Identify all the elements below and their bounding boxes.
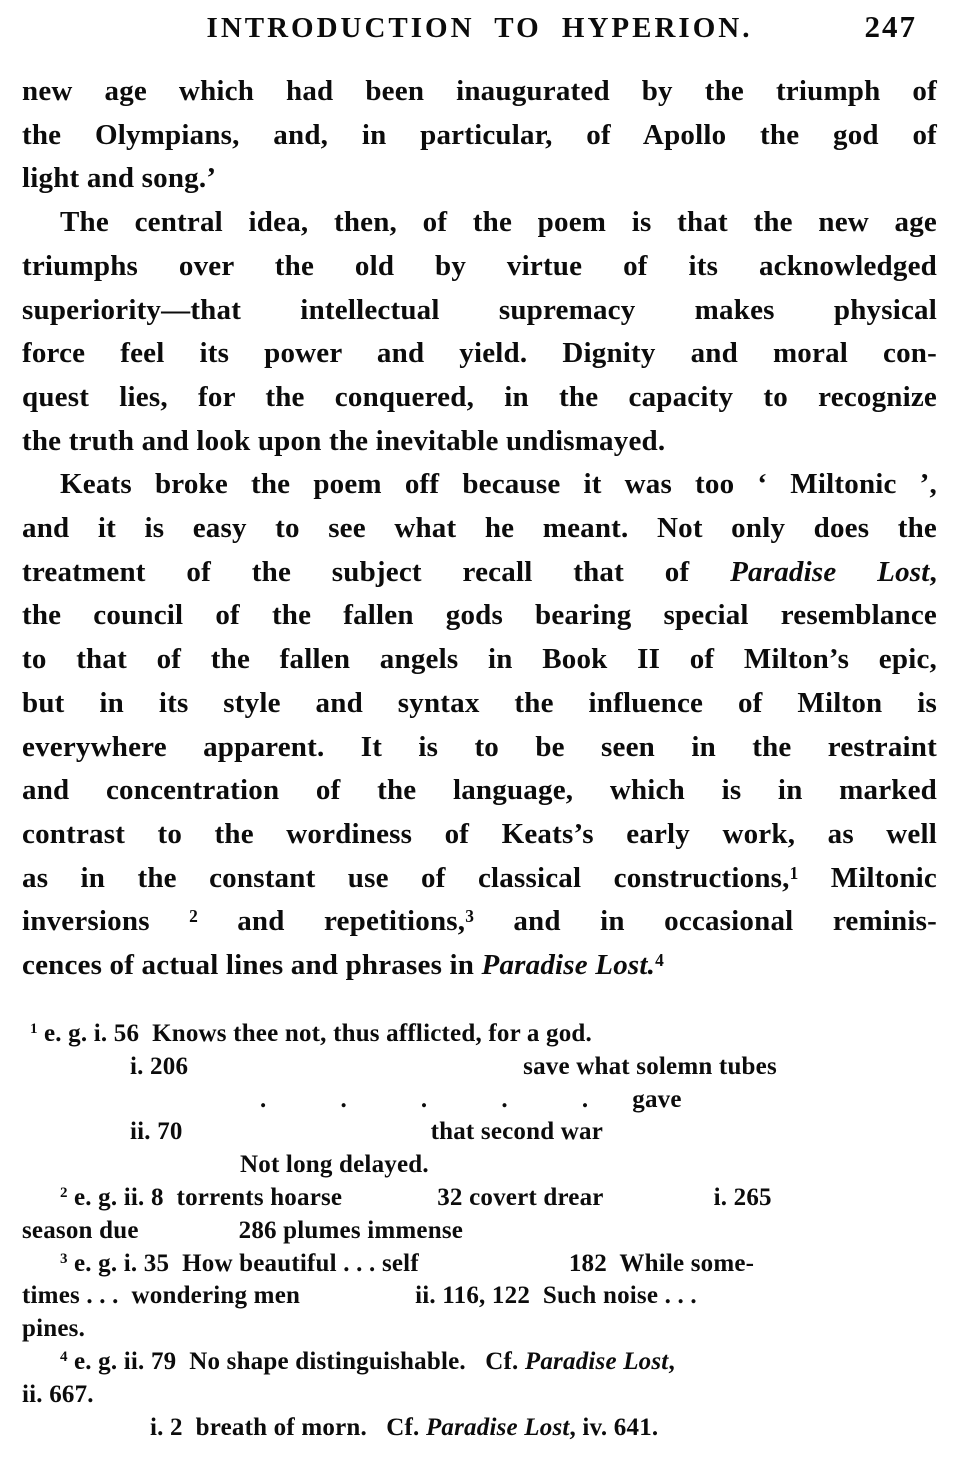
text-line: times . . . wondering men ii. 116, 122 Such noise . . . (22, 1282, 697, 1310)
text-line: $^1$ e. g. i. 56 Knows thee not, thus afflicted, for a god. (30, 1020, 592, 1047)
text-line: $^2$ e. g. ii. 8 torrents hoarse 32 covert drear i. 265 (60, 1183, 772, 1211)
footnote-marker: 3 (60, 1250, 68, 1267)
text-line: $^3$ e. g. i. 35 How beautiful . . . self 182 While some- (60, 1249, 755, 1277)
text-line: treatment of the subject recall that of Paradise Lost, (22, 555, 937, 588)
spacer (300, 1302, 415, 1303)
text-line: force feel its power and yield. Dignity and moral con- (22, 337, 937, 370)
text-line: the truth and look upon the inevitable undismayed. (22, 424, 666, 457)
spacer (604, 1204, 714, 1205)
text-line: cences of actual lines and phrases in Paradise Lost.$^4$ (22, 949, 664, 982)
spacer (347, 1106, 421, 1107)
text-line: and it is easy to see what he meant. Not only does the (22, 512, 937, 545)
italic-text: Paradise Lost. (481, 949, 656, 982)
italic-text: Paradise Lost (524, 1347, 669, 1375)
footnote (22, 1346, 937, 1444)
footnote (22, 1182, 937, 1248)
text-line: light and song.’ (22, 162, 217, 195)
page-number: 247 (864, 9, 917, 44)
spacer (266, 1106, 340, 1107)
spacer (183, 1138, 431, 1139)
text-line: and concentration of the language, which is in marked (22, 774, 937, 807)
footnote-marker: 2 (189, 906, 198, 927)
text-line: pines. (22, 1315, 86, 1343)
spacer (588, 1106, 632, 1107)
text-line: $^4$ e. g. ii. 79 No shape distinguishable. Cf. Paradise Lost, (60, 1347, 675, 1375)
text-line: inversions $^2$ and repetitions,$^3$ and in occasional reminis- (22, 905, 937, 938)
text-line: superiority—that intellectual supremacy makes physical (22, 293, 937, 326)
text-line: The central idea, then, of the poem is that the new age (60, 206, 937, 239)
footnote-marker: 2 (60, 1184, 68, 1201)
text-line: but in its style and syntax the influence of Milton is (22, 686, 937, 719)
text-line: Keats broke the poem off because it was too ‘ Miltonic ’, (60, 468, 937, 501)
text-line: i. 206 save what solemn tubes (130, 1052, 777, 1080)
page-title: INTRODUCTION TO HYPERION. (206, 12, 753, 44)
text-line: to that of the fallen angels in Book II of Milton’s epic, (22, 643, 937, 676)
footnote-marker: 1 (30, 1021, 38, 1037)
body-text (22, 70, 937, 988)
text-line: quest lies, for the conquered, in the capacity to recognize (22, 380, 937, 413)
footnote (22, 1248, 937, 1346)
text-line: i. 2 breath of morn. Cf. Paradise Lost, iv. 641. (150, 1413, 659, 1441)
text-line: as in the constant use of classical constructions,$^1$ Miltonic (22, 861, 937, 894)
text-line: the council of the fallen gods bearing special resemblance (22, 599, 937, 632)
spacer (188, 1073, 523, 1074)
text-line: everywhere apparent. It is to be seen in the restraint (22, 730, 937, 763)
spacer (508, 1106, 582, 1107)
text-line: ii. 70 that second war (130, 1118, 604, 1146)
text-line: . . . . . gave (260, 1085, 682, 1113)
text-line: Not long delayed. (240, 1151, 429, 1179)
text-line: triumphs over the old by virtue of its acknowledged (22, 249, 937, 282)
spacer (419, 1270, 569, 1271)
running-head (22, 9, 937, 54)
text-line: ii. 667. (22, 1380, 94, 1408)
italic-text: Paradise Lost (425, 1413, 570, 1441)
footnote-marker: 1 (789, 862, 799, 883)
footnote-marker: 4 (60, 1348, 68, 1365)
text-line: the Olympians, and, in particular, of Apollo the god of (22, 118, 937, 151)
text-line: season due 286 plumes immense (22, 1216, 464, 1244)
footnote (22, 1018, 937, 1182)
text-line: new age which had been inaugurated by the triumph of (22, 75, 937, 107)
paragraph (22, 201, 937, 463)
spacer (139, 1237, 239, 1238)
spacer (427, 1106, 501, 1107)
footnote-marker: 3 (465, 906, 474, 927)
spacer (342, 1204, 437, 1205)
italic-text: Paradise Lost (730, 555, 930, 588)
footnote-marker: 4 (655, 950, 664, 971)
paragraph (22, 70, 937, 201)
footnotes (22, 1018, 937, 1444)
text-line: contrast to the wordiness of Keats’s early work, as well (22, 817, 937, 850)
paragraph (22, 463, 937, 987)
